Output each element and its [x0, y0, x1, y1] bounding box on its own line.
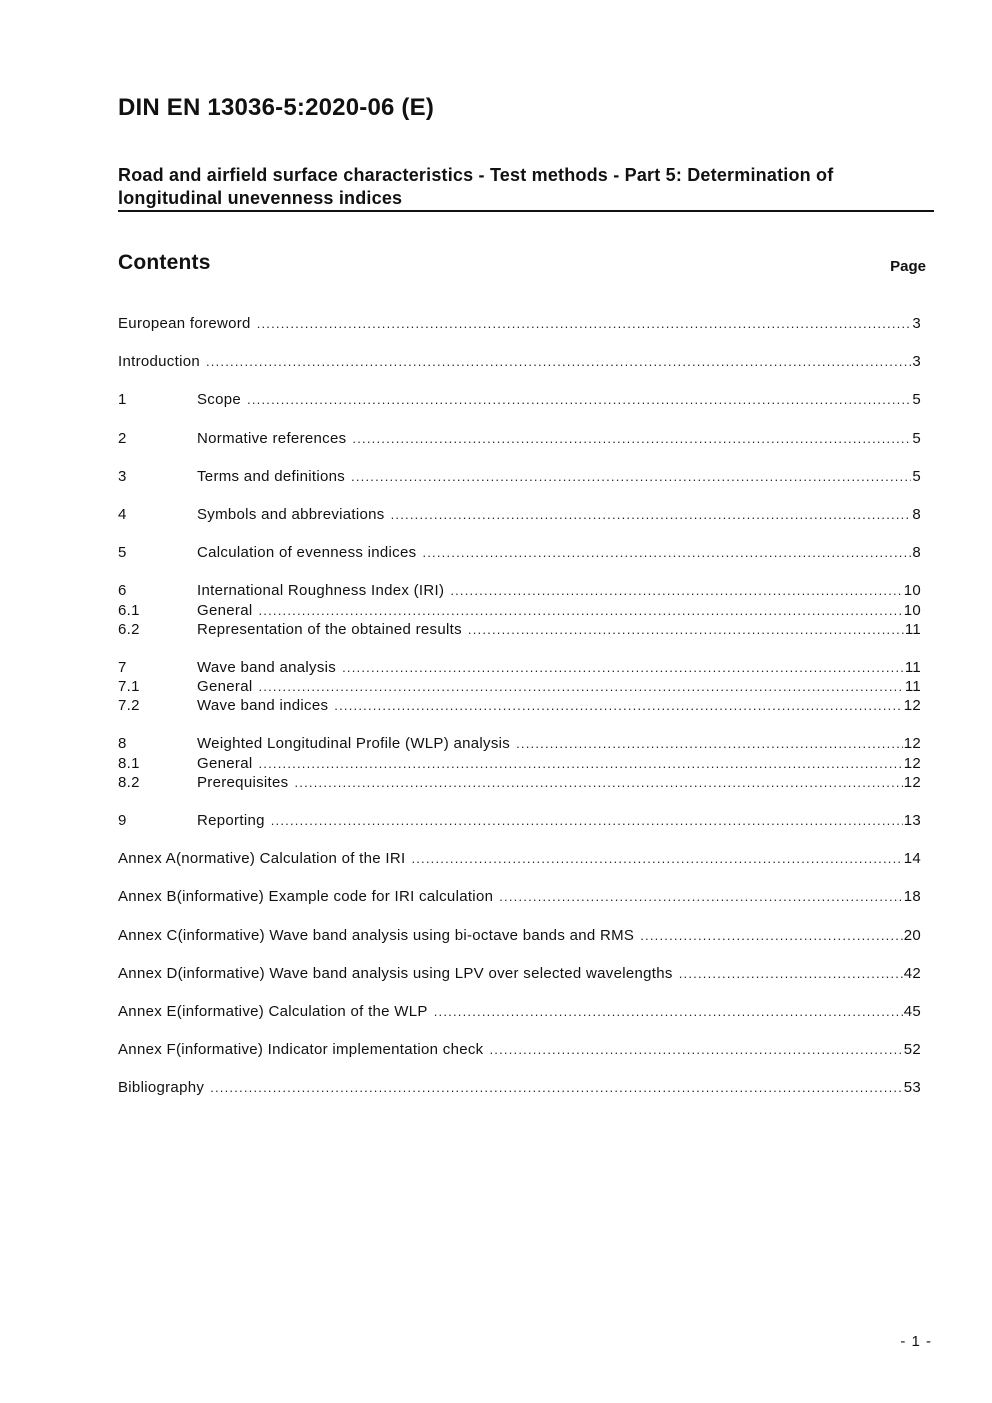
- toc-leader: [489, 1042, 902, 1057]
- toc-leader: [679, 966, 903, 981]
- toc-entry-page: 18: [903, 888, 921, 906]
- toc-leader: [450, 583, 902, 598]
- toc-entry-european-foreword[interactable]: [118, 315, 921, 334]
- toc-entry-number: 6: [118, 582, 127, 600]
- toc-entry-title: Wave band indices: [197, 697, 329, 715]
- toc-entry-page: 11: [904, 620, 921, 638]
- toc-entry-page: 8: [912, 505, 921, 523]
- toc-entry-title: European foreword: [118, 315, 251, 332]
- toc-entry-iri-general[interactable]: [118, 602, 921, 621]
- table-of-contents: [118, 315, 921, 1099]
- toc-entry-number: 2: [118, 429, 127, 447]
- toc-leader: [391, 507, 912, 522]
- toc-entry-page: 12: [903, 773, 921, 791]
- toc-entry-title: Annex F(informative) Indicator implementation check: [118, 1041, 484, 1059]
- toc-leader: [411, 851, 902, 866]
- toc-entry-page: 3: [912, 315, 921, 332]
- toc-entry-page: 12: [903, 754, 921, 772]
- page-number: - 1 -: [900, 1333, 932, 1350]
- toc-entry-scope[interactable]: [118, 391, 921, 410]
- toc-entry-bibliography[interactable]: [118, 1079, 921, 1098]
- toc-entry-title: General: [197, 754, 253, 772]
- toc-leader: [499, 889, 902, 904]
- toc-entry-annex-f[interactable]: [118, 1041, 921, 1060]
- toc-entry-number: 8: [118, 735, 127, 753]
- toc-leader: [468, 622, 904, 637]
- toc-leader: [210, 1080, 903, 1095]
- toc-entry-annex-d[interactable]: [118, 965, 921, 984]
- toc-entry-title: Introduction: [118, 353, 200, 371]
- toc-leader: [352, 431, 911, 446]
- toc-entry-wave-band-indices[interactable]: [118, 697, 921, 716]
- toc-leader: [271, 813, 903, 828]
- toc-entry-international-roughness-index[interactable]: [118, 582, 921, 601]
- document-title: Road and airfield surface characteristics - Test methods - Part 5: Determination of longitudinal unevenness indices: [118, 165, 834, 208]
- toc-entry-terms-and-definitions[interactable]: [118, 468, 921, 487]
- toc-leader: [351, 469, 911, 484]
- title-divider: [118, 210, 934, 212]
- toc-entry-page: 12: [903, 735, 921, 753]
- page-column-label: Page: [890, 258, 926, 275]
- toc-leader: [422, 545, 911, 560]
- toc-entry-wlp-general[interactable]: [118, 755, 921, 774]
- toc-entry-page: 10: [903, 601, 921, 619]
- toc-entry-number: 7.1: [118, 678, 140, 696]
- toc-entry-page: 5: [912, 467, 921, 485]
- toc-entry-calculation-of-evenness-indices[interactable]: [118, 544, 921, 563]
- toc-entry-page: 11: [904, 678, 921, 696]
- toc-leader: [334, 698, 902, 713]
- toc-entry-title: Terms and definitions: [197, 467, 346, 485]
- toc-entry-number: 7.2: [118, 697, 140, 715]
- toc-entry-title: Wave band analysis: [197, 658, 337, 676]
- toc-entry-title: International Roughness Index (IRI): [197, 582, 445, 600]
- toc-leader: [342, 660, 904, 675]
- toc-entry-number: 9: [118, 812, 127, 829]
- toc-entry-page: 13: [903, 812, 921, 829]
- toc-entry-page: 8: [912, 544, 921, 562]
- toc-leader: [258, 756, 902, 771]
- toc-entry-page: 52: [903, 1041, 921, 1059]
- toc-leader: [258, 679, 903, 694]
- toc-entry-title: Symbols and abbreviations: [197, 505, 385, 523]
- toc-entry-page: 12: [903, 697, 921, 715]
- toc-entry-number: 8.2: [118, 773, 140, 791]
- toc-entry-title: Scope: [197, 391, 242, 409]
- toc-entry-page: 42: [903, 964, 921, 982]
- toc-entry-title: Annex E(informative) Calculation of the WLP: [118, 1002, 428, 1020]
- toc-entry-number: 4: [118, 505, 127, 523]
- toc-leader: [516, 736, 903, 751]
- toc-leader: [247, 392, 911, 407]
- toc-entry-title: General: [197, 678, 253, 696]
- toc-entry-symbols-and-abbreviations[interactable]: [118, 506, 921, 525]
- toc-entry-title: Weighted Longitudinal Profile (WLP) analysis: [197, 735, 511, 753]
- toc-entry-wlp-analysis[interactable]: [118, 735, 921, 754]
- toc-entry-title: Prerequisites: [197, 773, 289, 791]
- toc-entry-number: 6.1: [118, 601, 140, 619]
- toc-leader: [640, 928, 902, 943]
- toc-entry-annex-b[interactable]: [118, 888, 921, 907]
- toc-entry-title: Representation of the obtained results: [197, 620, 462, 638]
- toc-leader: [206, 354, 911, 369]
- toc-entry-title: Annex A(normative) Calculation of the IRI: [118, 850, 406, 868]
- toc-entry-title: Annex B(informative) Example code for IRI calculation: [118, 888, 494, 906]
- toc-entry-page: 10: [903, 582, 921, 600]
- contents-heading: Contents: [118, 251, 211, 274]
- toc-leader: [434, 1004, 903, 1019]
- toc-entry-normative-references[interactable]: [118, 430, 921, 449]
- toc-entry-page: 53: [903, 1079, 921, 1097]
- toc-entry-number: 3: [118, 467, 127, 485]
- toc-entry-prerequisites[interactable]: [118, 774, 921, 793]
- toc-entry-title: Bibliography: [118, 1079, 205, 1097]
- toc-entry-page: 5: [912, 391, 921, 409]
- toc-entry-number: 7: [118, 658, 127, 676]
- toc-leader: [294, 775, 902, 790]
- toc-entry-title: Calculation of evenness indices: [197, 544, 417, 562]
- document-id: DIN EN 13036-5:2020-06 (E): [118, 94, 435, 121]
- toc-entry-introduction[interactable]: [118, 353, 921, 372]
- toc-entry-title: Annex C(informative) Wave band analysis using bi-octave bands and RMS: [118, 926, 635, 944]
- toc-entry-page: 11: [904, 658, 921, 676]
- toc-entry-page: 5: [912, 429, 921, 447]
- toc-entry-representation-of-results[interactable]: [118, 621, 921, 640]
- toc-entry-page: 3: [912, 353, 921, 371]
- toc-entry-number: 5: [118, 544, 127, 562]
- toc-entry-title: General: [197, 601, 253, 619]
- toc-entry-reporting[interactable]: [118, 812, 921, 831]
- toc-entry-page: 20: [903, 926, 921, 944]
- toc-entry-wave-band-analysis[interactable]: [118, 659, 921, 678]
- toc-entry-page: 45: [903, 1002, 921, 1020]
- toc-entry-number: 6.2: [118, 620, 140, 638]
- toc-entry-annex-e[interactable]: [118, 1003, 921, 1022]
- toc-entry-annex-a[interactable]: [118, 850, 921, 869]
- toc-entry-wave-band-general[interactable]: [118, 678, 921, 697]
- toc-entry-annex-c[interactable]: [118, 927, 921, 946]
- toc-entry-title: Reporting: [197, 812, 265, 829]
- toc-leader: [258, 603, 902, 618]
- toc-leader: [257, 316, 912, 331]
- toc-entry-page: 14: [903, 850, 921, 868]
- toc-entry-number: 8.1: [118, 754, 140, 772]
- toc-entry-number: 1: [118, 391, 127, 409]
- toc-entry-title: Annex D(informative) Wave band analysis using LPV over selected wavelengths: [118, 964, 673, 982]
- toc-entry-title: Normative references: [197, 429, 347, 447]
